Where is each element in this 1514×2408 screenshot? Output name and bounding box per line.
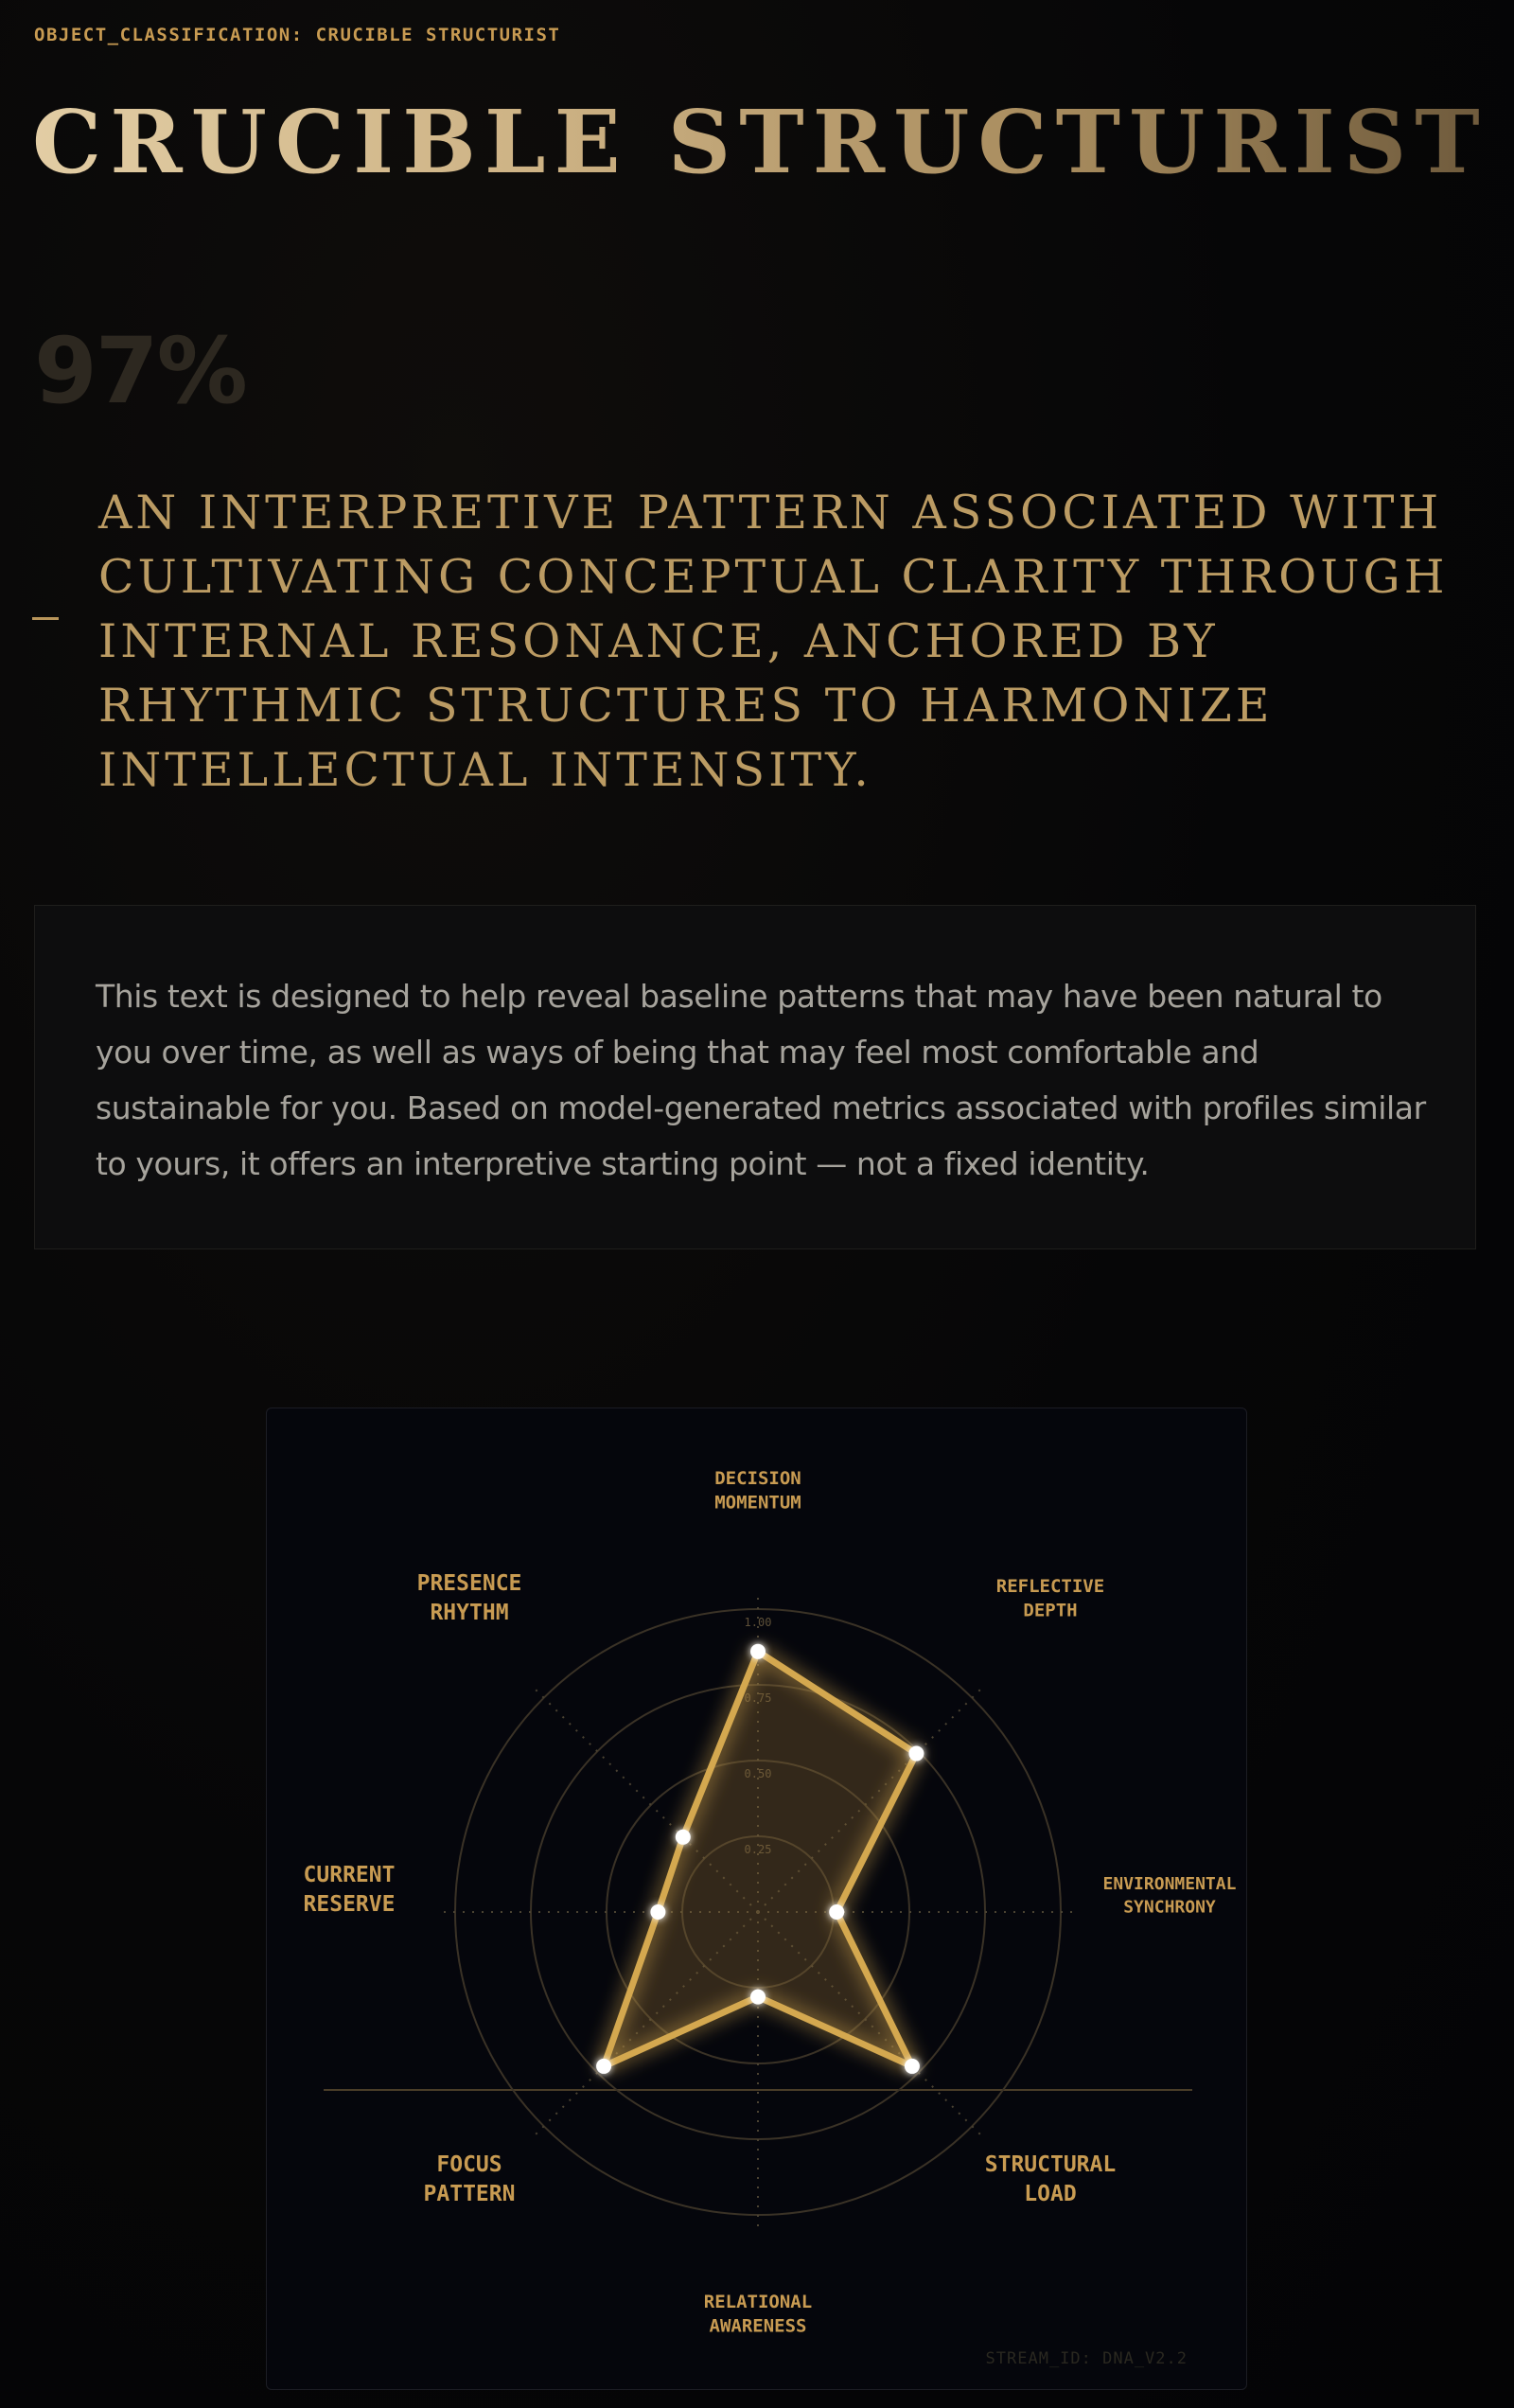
match-percent: 97% bbox=[34, 318, 246, 424]
axis-label-2: REFLECTIVE DEPTH bbox=[995, 1576, 1105, 1621]
disclaimer-text: This text is designed to help reveal baseline patterns that may have been natural to you over time, as well as ways of being that may feel most comfortable and sustainable for you. Based on model-generated metrics associated with profiles similar to yours, it offers an interpretive starting point — not a fixed identity. bbox=[96, 978, 1426, 1182]
data-point-7 bbox=[650, 1904, 665, 1920]
ring-label-2: 0.50 bbox=[744, 1767, 772, 1780]
radar-chart-card bbox=[266, 1408, 1247, 2390]
stream-id: STREAM_ID: DNA_V2.2 bbox=[985, 2349, 1188, 2368]
axis-label-4: STRUCTURAL LOAD bbox=[984, 2152, 1117, 2207]
data-point-1 bbox=[750, 1644, 766, 1659]
page-title: CRUCIBLE STRUCTURIST bbox=[32, 91, 1488, 193]
classification-kicker: OBJECT_CLASSIFICATION: CRUCIBLE STRUCTURIST bbox=[34, 25, 561, 45]
axis-label-8: PRESENCE RHYTHM bbox=[416, 1571, 522, 1626]
data-point-8 bbox=[676, 1830, 691, 1845]
ring-label-3: 0.75 bbox=[744, 1691, 772, 1705]
data-point-3 bbox=[829, 1904, 844, 1920]
axis-label-7: CURRENT RESERVE bbox=[303, 1863, 396, 1918]
data-point-5 bbox=[750, 1990, 766, 2005]
axis-label-1: DECISION MOMENTUM bbox=[714, 1468, 801, 1514]
data-point-4 bbox=[905, 2059, 920, 2074]
data-point-2 bbox=[908, 1746, 924, 1762]
quote-dash bbox=[32, 617, 59, 620]
description-quote: AN INTERPRETIVE PATTERN ASSOCIATED WITH CULTIVATING CONCEPTUAL CLARITY THROUGH INTERNAL RESONANCE, ANCHORED BY RHYTHMIC STRUCTURES TO HARMONIZE INTELLECTUAL INTENSITY. bbox=[98, 486, 1449, 797]
data-point-6 bbox=[596, 2059, 611, 2074]
axis-label-6: FOCUS PATTERN bbox=[423, 2152, 516, 2207]
ring-label-4: 1.00 bbox=[744, 1616, 772, 1629]
disclaimer-box bbox=[34, 905, 1476, 1249]
axis-label-5: RELATIONAL AWARENESS bbox=[703, 2292, 813, 2337]
radar-chart bbox=[267, 1408, 1248, 2391]
ring-label-1: 0.25 bbox=[744, 1843, 772, 1856]
axis-label-3: ENVIRONMENTAL SYNCHRONY bbox=[1102, 1874, 1237, 1918]
